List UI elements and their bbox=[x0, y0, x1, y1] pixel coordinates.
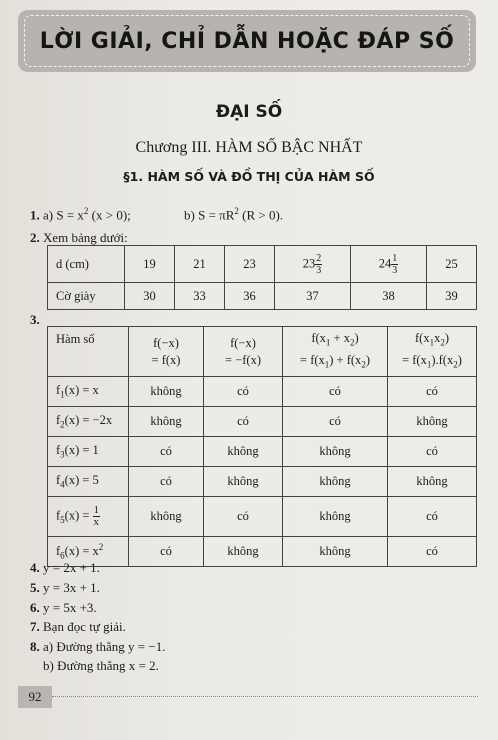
table-cell: d (cm) bbox=[48, 246, 125, 283]
exercise-2-text: Xem bảng dưới: bbox=[43, 230, 128, 245]
table-cell: có bbox=[129, 437, 204, 467]
part-title: ĐẠI SỐ bbox=[215, 102, 283, 122]
table-cell: $f_5(x)$ = $\frac{1}{x}$ bbox=[48, 497, 129, 537]
table-cell: $f_4(x) = 5$ bbox=[48, 467, 129, 497]
exercise-5: 5. y = 3x + 1. bbox=[30, 580, 100, 595]
table-cell: $f_3(x) = 1$ bbox=[48, 437, 129, 467]
table-function-properties bbox=[47, 326, 477, 567]
table-cell: có bbox=[283, 407, 388, 437]
table-cell: 21 bbox=[175, 246, 225, 283]
table-cell: có bbox=[388, 497, 477, 537]
table-row bbox=[48, 437, 477, 467]
table-cell: có bbox=[204, 377, 283, 407]
table-cell: không bbox=[204, 467, 283, 497]
exercise-1a: a) bbox=[43, 207, 54, 223]
table-row bbox=[48, 497, 477, 537]
table-cell: Cờ giày bbox=[48, 283, 125, 310]
exercise-1b: b) $S = \pi R^2$ (R > 0). bbox=[184, 206, 284, 223]
table-cell: 36 bbox=[225, 283, 275, 310]
banner-title: LỜI GIẢI, CHỈ DẪN HOẶC ĐÁP SỐ bbox=[39, 28, 455, 54]
table-header-row bbox=[48, 327, 477, 377]
table-cell: có bbox=[129, 537, 204, 567]
table-cell: $f_6(x) = x^2$ bbox=[48, 537, 129, 567]
table-cell: không bbox=[129, 497, 204, 537]
table-cell: không bbox=[283, 437, 388, 467]
page-number: 92 bbox=[18, 686, 52, 708]
table-cell: $f(x_1x_2)$ = $f(x_1).f(x_2)$ bbox=[388, 327, 477, 377]
table-cell: có bbox=[129, 467, 204, 497]
table-cell: có bbox=[204, 407, 283, 437]
table-row bbox=[48, 377, 477, 407]
header-banner-border bbox=[24, 15, 470, 67]
table-cell: không bbox=[283, 537, 388, 567]
header-banner bbox=[18, 10, 476, 72]
exercise-6: 6. y = 5x +3. bbox=[30, 600, 97, 615]
table-cell: không bbox=[129, 407, 204, 437]
table-cell: 38 bbox=[351, 283, 427, 310]
table-cell: 25 bbox=[426, 246, 476, 283]
table-cell: không bbox=[129, 377, 204, 407]
exercise-7: 7. Bạn đọc tự giải. bbox=[30, 619, 126, 634]
exercise-number: 1. bbox=[30, 207, 40, 223]
table-cell: không bbox=[388, 467, 477, 497]
table-cell: có bbox=[388, 377, 477, 407]
table-cell: $f_2(x) = -2x$ bbox=[48, 407, 129, 437]
table-cell: không bbox=[283, 467, 388, 497]
table-cell: 23 $\frac{2}{3}$ bbox=[275, 246, 351, 283]
table-cell: $f(x_1 + x_2)$ = $f(x_1) + f(x_2)$ bbox=[283, 327, 388, 377]
table-row bbox=[48, 407, 477, 437]
table-cell: không bbox=[388, 407, 477, 437]
table-length-time bbox=[47, 245, 477, 310]
chapter-title: Chương III. HÀM SỐ BẬC NHẤT bbox=[135, 139, 363, 156]
table-cell: Hàm số bbox=[48, 327, 129, 377]
table-cell: 19 bbox=[125, 246, 175, 283]
exercise-8b: b) Đường thẳng x = 2. bbox=[43, 658, 159, 673]
table-row bbox=[48, 467, 477, 497]
table-cell: 33 bbox=[175, 283, 225, 310]
table-cell: 30 bbox=[125, 283, 175, 310]
table-cell: không bbox=[204, 437, 283, 467]
table-row bbox=[48, 537, 477, 567]
exercise-8a: 8. a) Đường thẳng y = −1. bbox=[30, 639, 166, 654]
table-cell: không bbox=[204, 537, 283, 567]
table-cell: có bbox=[283, 377, 388, 407]
table-cell: có bbox=[388, 537, 477, 567]
table-cell: f(−x) = f(x) bbox=[129, 327, 204, 377]
table-cell: 37 bbox=[275, 283, 351, 310]
table-cell: không bbox=[283, 497, 388, 537]
table-cell: $f_1(x) = x$ bbox=[48, 377, 129, 407]
exercise-3: 3. bbox=[30, 312, 40, 327]
exercise-4: 4. y = 2x + 1. bbox=[30, 560, 100, 575]
table-row bbox=[48, 246, 477, 283]
table-cell: 24 $\frac{1}{3}$ bbox=[351, 246, 427, 283]
table-cell: f(−x) = −f(x) bbox=[204, 327, 283, 377]
table-cell: 39 bbox=[426, 283, 476, 310]
table-row bbox=[48, 283, 477, 310]
table-cell: có bbox=[204, 497, 283, 537]
footer-divider bbox=[52, 696, 478, 697]
table-cell: 23 bbox=[225, 246, 275, 283]
exercise-2: 2. Xem bảng dưới: bbox=[30, 230, 128, 245]
exercise-1: 1. a) $S = x^2$ (x > 0); bbox=[30, 206, 131, 223]
table-cell: có bbox=[388, 437, 477, 467]
section-title: §1. HÀM SỐ VÀ ĐỒ THỊ CỦA HÀM SỐ bbox=[123, 169, 375, 184]
